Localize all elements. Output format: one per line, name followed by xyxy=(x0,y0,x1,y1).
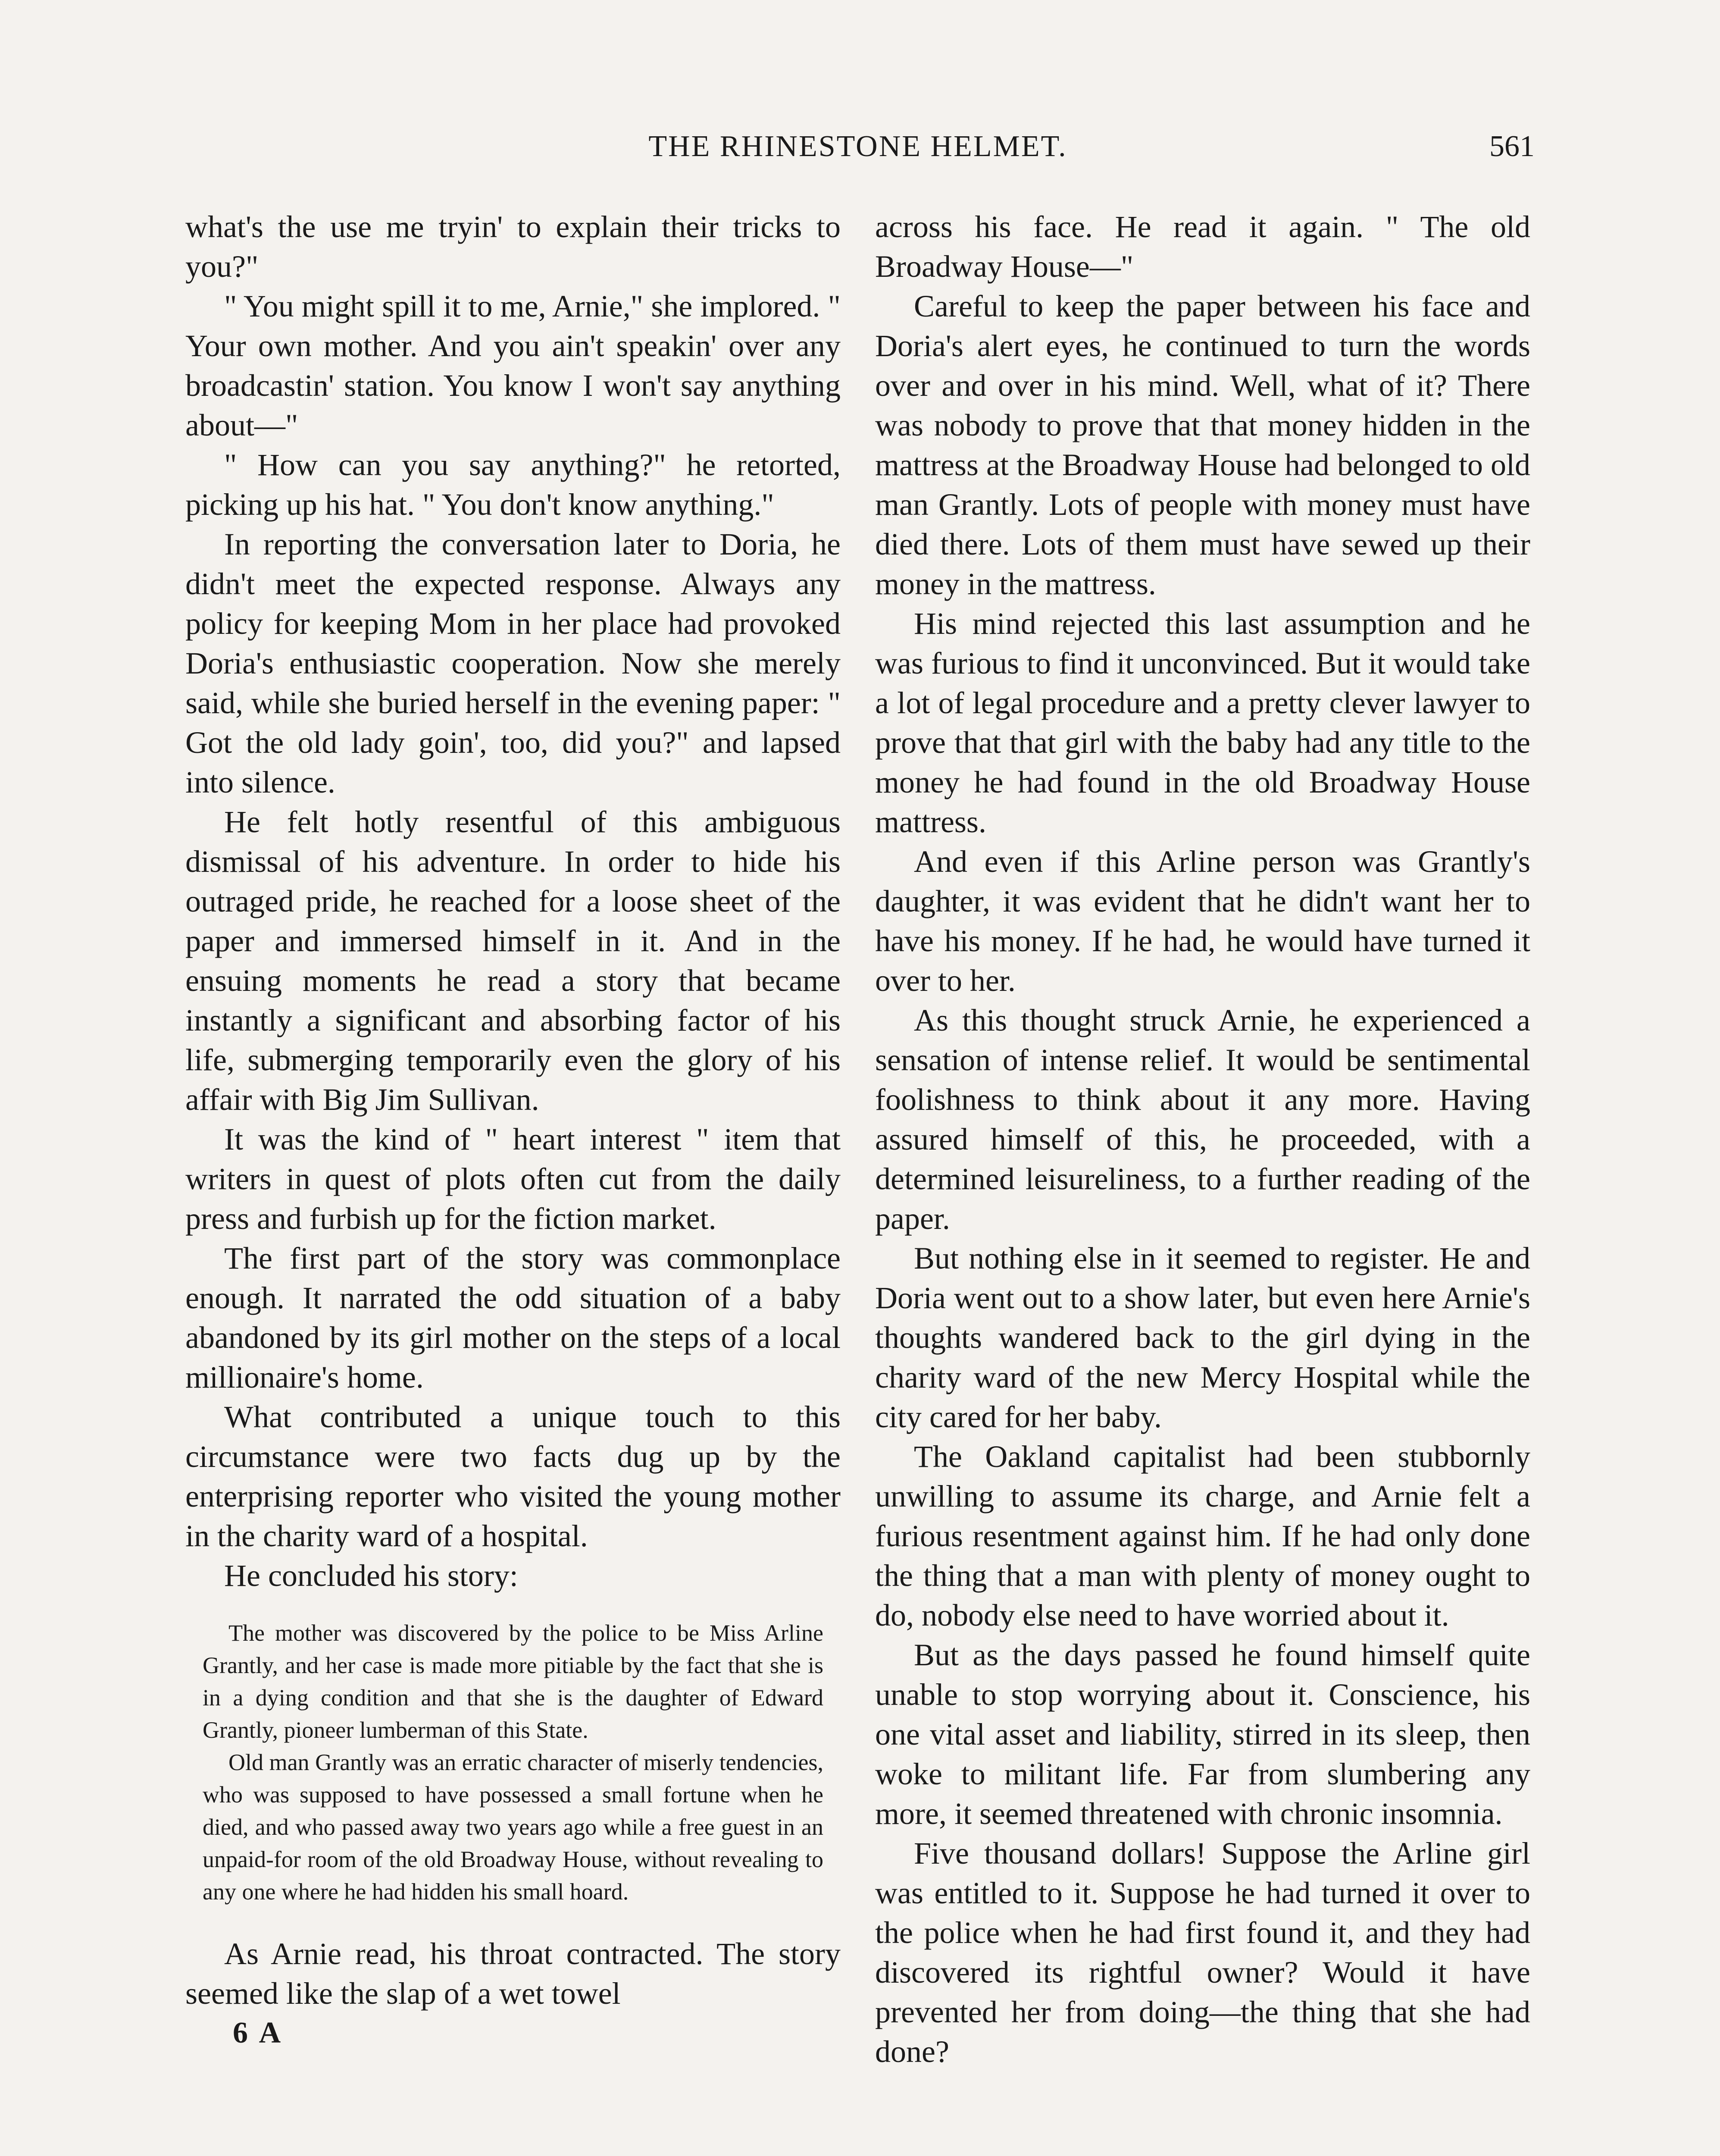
paragraph: across his face. He read it again. " The old Broadway House—" xyxy=(875,210,1530,284)
paragraph: It was the kind of " heart interest " item that writers in quest of plots often cut from the daily press and furbish up for the fiction market. xyxy=(185,1122,841,1236)
paragraph: But nothing else in it seemed to register. He and Doria went out to a show later, but even here Arnie's thoughts wandered back to the girl dying in the charity ward of the new Mercy Hospital while the city cared for her baby. xyxy=(875,1241,1530,1434)
paragraph: " How can you say anything?" he retorted, picking up his hat. " You don't know anything." xyxy=(185,448,841,522)
paragraph: He concluded his story: xyxy=(224,1558,518,1593)
quote-paragraph: Old man Grantly was an erratic character of miserly tendencies, who was supposed to have possessed a small fortune when he died, and who passed away two years ago while a free guest in an unpaid-for room of the old Broadway House, without revealing to any one where he had hidden his small hoard. xyxy=(203,1749,823,1905)
signature-mark: 6 A xyxy=(233,2016,284,2049)
quote-paragraph: The mother was discovered by the police to be Miss Arline Grantly, and her case is made more pitiable by the fact that she is in a dying condition and that she is the daughter of Edward Grantly, pioneer lumberman of this State. xyxy=(203,1620,823,1743)
paragraph: " You might spill it to me, Arnie," she implored. " Your own mother. And you ain't speakin' over any broadcastin' station. You know I won't say anything about—" xyxy=(185,289,841,442)
paragraph: What contributed a unique touch to this circumstance were two facts dug up by the enterprising reporter who visited the young mother in the charity ward of a hospital. xyxy=(185,1400,841,1553)
running-title: THE RHINESTONE HELMET. xyxy=(648,130,1067,163)
paragraph: His mind rejected this last assumption and he was furious to find it unconvinced. But it would take a lot of legal procedure and a pretty clever lawyer to prove that that girl with the baby had any title to the money he had found in the old Broadway House mattress. xyxy=(875,606,1530,839)
paragraph: what's the use me tryin' to explain their tricks to you?" xyxy=(185,210,841,284)
paragraph: The first part of the story was commonplace enough. It narrated the odd situation of a baby abandoned by its girl mother on the steps of a local millionaire's home. xyxy=(185,1241,841,1395)
paragraph: Five thousand dollars! Suppose the Arline girl was entitled to it. Suppose he had turned it over to the police when he had first found it, and they had discovered its rightful owner? Would it have prevented her from doing—the thing that she had done? xyxy=(875,1836,1530,2069)
newspaper-quote xyxy=(185,1617,841,1908)
paragraph: As this thought struck Arnie, he experienced a sensation of intense relief. It would be sentimental foolishness to think about it any more. Having assured himself of this, he proceeded, with a determined leisureliness, to a further reading of the paper. xyxy=(875,1003,1530,1236)
right-column xyxy=(875,207,1530,2071)
left-column xyxy=(185,207,841,2053)
paragraph: The Oakland capitalist had been stubbornly unwilling to assume its charge, and Arnie felt a furious resentment against him. If he had only done the thing that a man with plenty of money ought to do, nobody else need to have worried about it. xyxy=(875,1439,1530,1633)
paragraph: Careful to keep the paper between his face and Doria's alert eyes, he continued to turn the words over and over in his mind. Well, what of it? There was nobody to prove that that money hidden in the mattress at the Broadway House had belonged to old man Grantly. Lots of people with money must have died there. Lots of them must have sewed up their money in the mattress. xyxy=(875,289,1530,601)
page-number: 561 xyxy=(1489,130,1535,163)
paragraph: In reporting the conversation later to Doria, he didn't meet the expected response. Always any policy for keeping Mom in her place had provoked Doria's enthusiastic cooperation. Now she merely said, while she buried herself in the evening paper: " Got the old lady goin', too, did you?" and lapsed into silence. xyxy=(185,527,841,799)
running-header xyxy=(181,129,1535,177)
paragraph: As Arnie read, his throat contracted. The story seemed like the slap of a wet towel xyxy=(185,1937,841,2011)
paragraph: He felt hotly resentful of this ambiguous dismissal of his adventure. In order to hide his outraged pride, he reached for a loose sheet of the paper and immersed himself in it. And in the ensuing moments he read a story that became instantly a significant and absorbing factor of his life, submerging temporarily even the glory of his affair with Big Jim Sullivan. xyxy=(185,805,841,1117)
paragraph: But as the days passed he found himself quite unable to stop worrying about it. Conscience, his one vital asset and liability, stirred in its sleep, then woke to militant life. Far from slumbering any more, it seemed threatened with chronic insomnia. xyxy=(875,1638,1530,1831)
paragraph: And even if this Arline person was Grantly's daughter, it was evident that he didn't want her to have his money. If he had, he would have turned it over to her. xyxy=(875,844,1530,998)
